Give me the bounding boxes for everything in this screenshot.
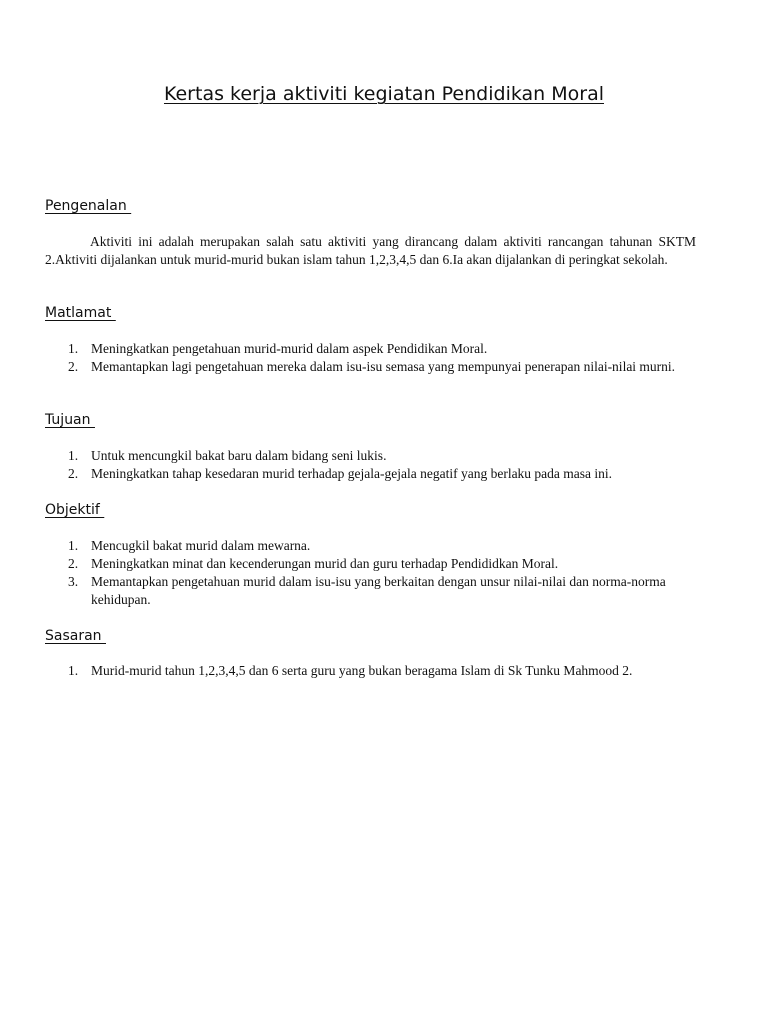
list-item [0,465,699,483]
list-item-text: Meningkatkan tahap kesedaran murid terhadap gejala-gejala negatif yang berlaku pada masa ini. [91,466,613,481]
list-item-text: Memantapkan pengetahuan murid dalam isu-isu yang berkaitan dengan unsur nilai-nilai dan norma-norma kehidupan. [91,574,666,607]
document-title-text: Kertas kerja aktiviti kegiatan Pendidikan Moral [163,83,604,105]
list-objektif [0,537,699,609]
list-item [0,340,699,358]
list-item [0,358,699,376]
paragraph-pengenalan: Aktiviti ini adalah merupakan salah satu aktiviti yang dirancang dalam aktiviti rancangan tahunan SKTM 2.Aktiviti dijalankan untuk murid-murid bukan islam tahun 1,2,3,4,5 dan 6.Ia akan dijalankan di peringkat sekolah. [45,234,696,267]
list-item-text: Mencugkil bakat murid dalam mewarna. [91,538,311,553]
heading-objektif: Objektif [45,502,105,518]
list-item-number: 2. [68,466,79,481]
list-item [0,447,699,465]
list-item-number: 1. [68,538,79,553]
list-item [0,555,699,573]
list-item [0,662,699,680]
list-item [0,573,699,609]
list-item-number: 1. [68,448,79,463]
list-item-number: 3. [68,574,79,589]
heading-pengenalan: Pengenalan [45,198,132,214]
list-sasaran [0,662,699,680]
heading-tujuan: Tujuan [45,412,95,428]
list-item-number: 2. [68,359,79,374]
list-item-number: 1. [68,341,79,356]
list-item-text: Untuk mencungkil bakat baru dalam bidang seni lukis. [91,448,387,463]
list-item-number: 2. [68,556,79,571]
list-item-text: Meningkatkan minat dan kecenderungan murid dan guru terhadap Pendididkan Moral. [91,556,559,571]
list-item [0,537,699,555]
list-item-text: Meningkatkan pengetahuan murid-murid dalam aspek Pendidikan Moral. [91,341,488,356]
list-item-number: 1. [68,663,79,678]
document-title [0,80,768,108]
list-item-text: Murid-murid tahun 1,2,3,4,5 dan 6 serta guru yang bukan beragama Islam di Sk Tunku Mahmood 2. [91,663,633,678]
heading-sasaran: Sasaran [45,628,106,644]
list-tujuan [0,447,699,483]
heading-matlamat: Matlamat [45,305,116,321]
list-item-text: Memantapkan lagi pengetahuan mereka dalam isu-isu semasa yang mempunyai penerapan nilai-nilai murni. [91,359,676,374]
list-matlamat [0,340,699,376]
